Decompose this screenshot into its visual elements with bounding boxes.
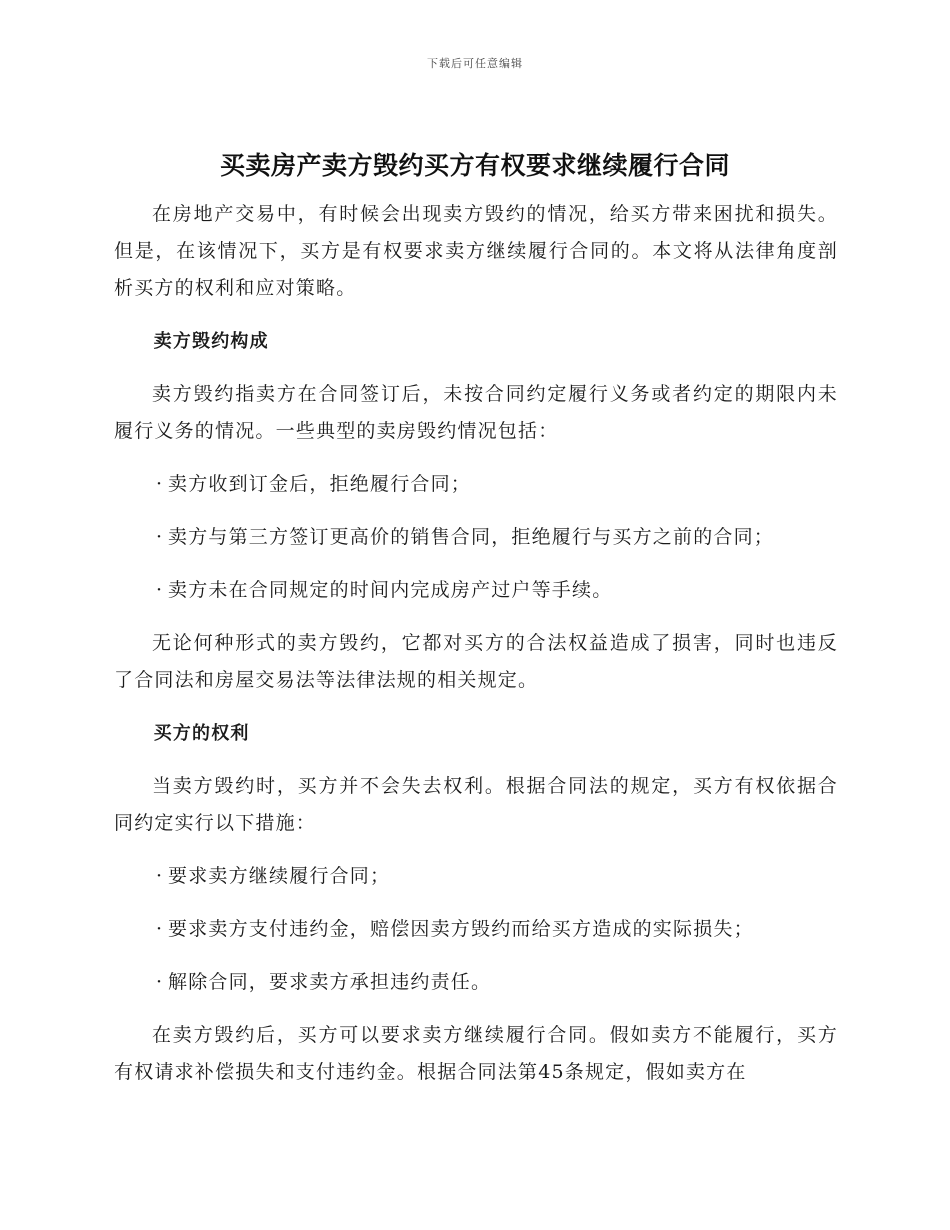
document-title: 买卖房产卖方毁约买方有权要求继续履行合同	[219, 151, 730, 180]
section2-bullet-list	[114, 858, 838, 1001]
section2-paragraph-1: 当卖方毁约时，买方并不会失去权利。根据合同法的规定，买方有权依据合同约定实行以下措施：	[114, 775, 838, 834]
list-item: · 卖方与第三方签订更高价的销售合同，拒绝履行与买方之前的合同；	[114, 519, 838, 556]
list-item: · 卖方收到订金后，拒绝履行合同；	[114, 466, 838, 503]
list-item: · 卖方未在合同规定的时间内完成房产过户等手续。	[114, 572, 838, 609]
document-body	[114, 196, 838, 1107]
list-item: · 解除合同，要求卖方承担违约责任。	[114, 964, 838, 1001]
list-item: · 要求卖方支付违约金，赔偿因卖方毁约而给买方造成的实际损失；	[114, 911, 838, 948]
section1-bullet-list	[114, 466, 838, 609]
list-item: · 要求卖方继续履行合同；	[114, 858, 838, 895]
header-note: 下载后可任意编辑	[427, 57, 523, 70]
section2-paragraph-2: 在卖方毁约后，买方可以要求卖方继续履行合同。假如卖方不能履行，买方有权请求补偿损失和支付违约金。根据合同法第45条规定，假如卖方在	[114, 1024, 838, 1083]
section-heading-breach: 卖方毁约构成	[153, 331, 269, 352]
bullet-icon: ·	[156, 473, 164, 495]
bullet-icon: ·	[156, 918, 164, 940]
bullet-icon: ·	[156, 526, 164, 548]
bullet-icon: ·	[156, 971, 164, 993]
section-heading-buyer-rights: 买方的权利	[153, 723, 250, 744]
bullet-icon: ·	[156, 865, 164, 887]
bullet-icon: ·	[156, 579, 164, 601]
section1-paragraph-2: 无论何种形式的卖方毁约，它都对买方的合法权益造成了损害，同时也违反了合同法和房屋交易法等法律法规的相关规定。	[114, 632, 838, 691]
section1-paragraph-1: 卖方毁约指卖方在合同签订后，未按合同约定履行义务或者约定的期限内未履行义务的情况。一些典型的卖房毁约情况包括：	[114, 383, 838, 442]
intro-paragraph: 在房地产交易中，有时候会出现卖方毁约的情况，给买方带来困扰和损失。但是，在该情况下，买方是有权要求卖方继续履行合同的。本文将从法律角度剖析买方的权利和应对策略。	[114, 203, 838, 299]
